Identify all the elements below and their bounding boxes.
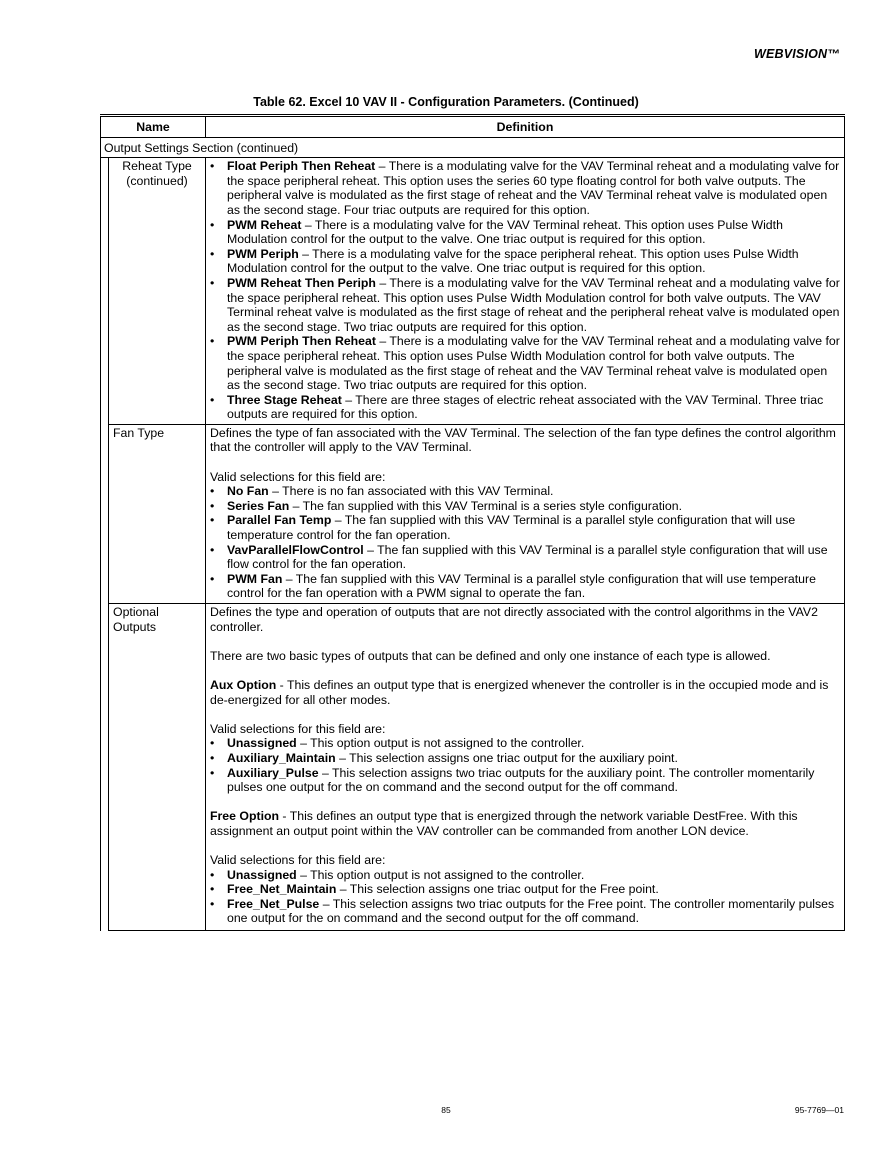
indent-cell	[101, 604, 109, 931]
list-item	[210, 897, 840, 926]
indent-cell	[101, 424, 109, 603]
option-description: – This option output is not assigned to the controller.	[296, 736, 585, 751]
option-term: VavParallelFlowControl	[227, 542, 364, 557]
option-term: PWM Fan	[227, 571, 283, 586]
valid-selections-label: Valid selections for this field are:	[210, 721, 386, 736]
valid-selections-label: Valid selections for this field are:	[210, 469, 386, 484]
option-description: – The fan supplied with this VAV Terminal is a parallel style configuration that will use flow control for the fan operation.	[227, 542, 828, 572]
option-description: – This selection assigns one triac output for the auxiliary point.	[335, 750, 678, 765]
definition-text: Defines the type and operation of outputs that are not directly associated with the control algorithms in the VAV2 controller.	[210, 605, 818, 634]
option-term: Free_Net_Pulse	[227, 896, 320, 911]
document-number: 95-7769—01	[794, 1105, 844, 1115]
row-name: Reheat Type (continued)	[109, 158, 206, 425]
option-description: – There is no fan associated with this VAV Terminal.	[268, 484, 554, 499]
indent-cell	[101, 158, 109, 425]
row-definition	[206, 604, 845, 931]
option-description: – There is a modulating valve for the space peripheral reheat. This option uses Pulse Width Modulation control for the output to the valve. One triac output is required for this option.	[227, 246, 799, 276]
page-number: 85	[441, 1105, 451, 1115]
valid-selections-label: Valid selections for this field are:	[210, 853, 386, 868]
option-description: – This selection assigns one triac output for the Free point.	[336, 882, 659, 897]
list-item	[210, 393, 840, 422]
option-description: – This selection assigns two triac outputs for the Free point. The controller momentarily pulses one output for the on command and the second output for the off command.	[227, 896, 835, 926]
list-item	[210, 766, 840, 795]
free-option-paragraph	[210, 809, 840, 838]
list-item	[210, 751, 840, 766]
option-term: Unassigned	[227, 736, 297, 751]
header-brand: WEBVISION™	[753, 47, 840, 61]
table-header-row	[101, 116, 845, 138]
option-term: PWM Periph Then Reheat	[227, 334, 376, 349]
option-term: Auxiliary_Maintain	[227, 750, 336, 765]
row-name: Optional Outputs	[109, 604, 206, 931]
bullet-list	[210, 484, 840, 601]
option-description: – There is a modulating valve for the VAV Terminal reheat. This option uses Pulse Width Modulation control for the output to the valve. One triac output is required for this option.	[227, 217, 783, 247]
table-row-reheat-type	[101, 158, 845, 425]
option-term: Float Periph Then Reheat	[227, 159, 376, 174]
option-term: Free_Net_Maintain	[227, 882, 337, 897]
aux-option-paragraph	[210, 678, 840, 707]
option-description: – There is a modulating valve for the VAV Terminal reheat and a modulating valve for the space peripheral reheat. This option uses Pulse Width Modulation control for both valve outputs. The peripheral valve is modulated as the first stage of reheat and the VAV Terminal reheat valve is modulated open as the second stage. Two triac outputs are required for this option.	[227, 334, 840, 393]
row-name: Fan Type	[109, 424, 206, 603]
option-term: PWM Reheat Then Periph	[227, 275, 376, 290]
table-row-optional-outputs	[101, 604, 845, 931]
list-item	[210, 513, 840, 542]
option-description: – The fan supplied with this VAV Terminal is a parallel style configuration that will use temperature control for the fan operation.	[227, 513, 796, 543]
column-header-definition: Definition	[206, 116, 845, 138]
option-description: – This selection assigns two triac outputs for the auxiliary point. The controller momentarily pulses one output for the on command and the second output for the off command.	[227, 765, 815, 795]
list-item	[210, 334, 840, 392]
option-term: PWM Periph	[227, 246, 299, 261]
option-term: Unassigned	[227, 867, 297, 882]
option-term: PWM Reheat	[227, 217, 302, 232]
list-item	[210, 882, 840, 897]
option-description: – The fan supplied with this VAV Terminal is a series style configuration.	[289, 498, 682, 513]
aux-option-term: Aux Option	[210, 677, 277, 692]
table-caption: Table 62. Excel 10 VAV II - Configuration Parameters. (Continued)	[253, 95, 639, 109]
definition-text: There are two basic types of outputs that can be defined and only one instance of each type is allowed.	[210, 648, 771, 663]
definition-text: Defines the type of fan associated with the VAV Terminal. The selection of the fan type defines the control algorithm that the controller will apply to the VAV Terminal.	[210, 425, 836, 455]
list-item	[210, 159, 840, 217]
option-term: Parallel Fan Temp	[227, 513, 332, 528]
list-item	[210, 572, 840, 601]
option-description: – There are three stages of electric reheat associated with the VAV Terminal. Three triac outputs are required for this option.	[227, 392, 824, 422]
option-term: No Fan	[227, 484, 269, 499]
free-option-text: - This defines an output type that is energized through the network variable DestFree. With this assignment an output point within the VAV controller can be commanded from another LON device.	[210, 809, 798, 838]
table-row-fan-type	[101, 424, 845, 603]
list-item	[210, 736, 840, 751]
option-term: Series Fan	[227, 498, 290, 513]
option-description: – This option output is not assigned to the controller.	[296, 867, 585, 882]
option-term: Three Stage Reheat	[227, 392, 342, 407]
column-header-name: Name	[101, 116, 206, 138]
section-title: Output Settings Section (continued)	[101, 137, 845, 158]
list-item	[210, 276, 840, 334]
list-item	[210, 543, 840, 572]
option-description: – The fan supplied with this VAV Terminal is a parallel style configuration that will use temperature control for the fan operation with a PWM signal to operate the fan.	[227, 571, 816, 601]
aux-option-text: - This defines an output type that is energized whenever the controller is in the occupied mode and is de-energized for all other modes.	[210, 677, 829, 707]
row-definition	[206, 424, 845, 603]
configuration-table	[100, 114, 845, 931]
row-definition	[206, 158, 845, 425]
bullet-list	[210, 736, 840, 794]
option-term: Auxiliary_Pulse	[227, 765, 319, 780]
list-item	[210, 868, 840, 883]
bullet-list	[210, 868, 840, 926]
list-item	[210, 247, 840, 276]
bullet-list	[210, 159, 840, 422]
free-option-term: Free Option	[210, 809, 280, 824]
option-description: – There is a modulating valve for the VAV Terminal reheat and a modulating valve for the space peripheral reheat. This option uses the series 60 type floating control for both valve outputs. The peripheral valve is modulated as the first stage of reheat and the VAV Terminal reheat valve is modulated open as the second stage. Four triac outputs are required for this option.	[227, 159, 840, 217]
option-description: – There is a modulating valve for the VAV Terminal reheat and a modulating valve for the space peripheral reheat. This option uses Pulse Width Modulation control for both valve outputs. The VAV Terminal reheat valve is modulated as the first stage of reheat and the peripheral reheat valve is modulated open as the second stage. Two triac outputs are required for this option.	[227, 275, 840, 334]
list-item	[210, 218, 840, 247]
section-row	[101, 137, 845, 158]
list-item	[210, 484, 840, 499]
list-item	[210, 499, 840, 514]
